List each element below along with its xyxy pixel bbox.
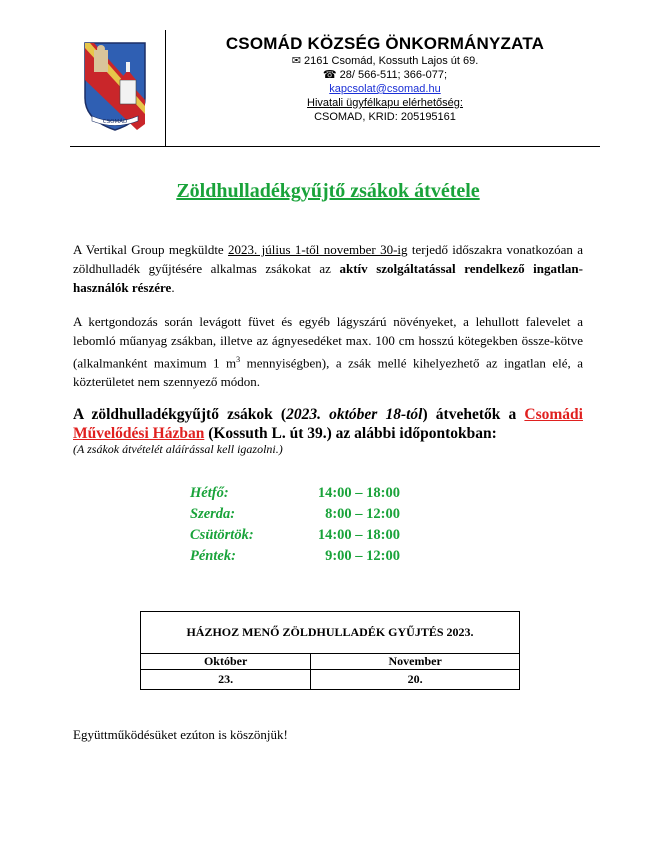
closing-line: Együttműködésüket ezúton is köszönjük! [73, 727, 288, 742]
header-rule [70, 146, 600, 147]
schedule-row: Péntek: 9:00 – 12:00 [190, 548, 400, 564]
table-header: Október [141, 654, 311, 670]
schedule-row: Hétfő: 14:00 – 18:00 [190, 485, 400, 501]
coat-of-arms-icon [82, 40, 148, 132]
address-line: ✉ 2161 Csomád, Kossuth Lajos út 69. [291, 55, 479, 67]
schedule-row: Szerda: 8:00 – 12:00 [190, 506, 400, 522]
paragraph-intro: A Vertikal Group megküldte 2023. július 1-től november 30-ig terjedő időszakra vonatkozóan a zöldhulladék gyűjtésére alkalmas zsákokat az aktív szolgáltatással rendelkező ingatlan-használók részére. [73, 242, 583, 295]
krid-line: CSOMAD, KRID: 205195161 [314, 111, 456, 123]
email-link[interactable]: kapcsolat@csomad.hu [329, 83, 441, 95]
table-cell: 23. [141, 670, 311, 690]
letterhead [70, 30, 600, 146]
venue-name: Csomádi Művelődési Házban [73, 406, 583, 442]
letterhead-text [170, 34, 600, 124]
signature-note: (A zsákok átvételét aláírással kell igazolni.) [73, 442, 283, 456]
paragraph-instructions: A kertgondozás során levágott füvet és egyéb lágyszárú növényeket, a lehullott falevelet a lebomló műanyag zsákban, illetve az ágnyesedéket max. 100 cm hosszú kötegekben össze-kötve (alkalmanként maximum 1 $m^3$ mennyiségben), a zsák mellé kihelyezhető az ingatlan elé, a közterületet nem szennyező módon. [73, 314, 584, 390]
gateway-label: Hivatali ügyfélkapu elérhetőség: [307, 97, 463, 109]
paragraph-pickup: A zöldhulladékgyűjtő zsákok (2023. október 18-tól) átvehetők a Csomádi Művelődési Házban (Kossuth L. út 39.) az alábbi időpontokban: [73, 406, 583, 442]
table-cell: 20. [311, 670, 520, 690]
phone-icon: ☎ [322, 69, 337, 81]
page-title: Zöldhulladékgyűjtő zsákok átvétele [176, 180, 480, 202]
pickup-schedule [190, 485, 420, 569]
header-divider [165, 30, 166, 146]
schedule-row: Csütörtök: 14:00 – 18:00 [190, 527, 400, 543]
envelope-icon: ✉ [291, 55, 301, 67]
collection-table [140, 611, 520, 690]
svg-text:CSOMÁD: CSOMÁD [102, 119, 128, 125]
table-caption: HÁZHOZ MENŐ ZÖLDHULLADÉK GYŰJTÉS 2023. [141, 612, 520, 654]
table-header: November [311, 654, 520, 670]
phone-line: ☎ 28/ 566-511; 366-077; [322, 69, 448, 81]
org-name: CSOMÁD KÖZSÉG ÖNKORMÁNYZATA [225, 34, 545, 53]
